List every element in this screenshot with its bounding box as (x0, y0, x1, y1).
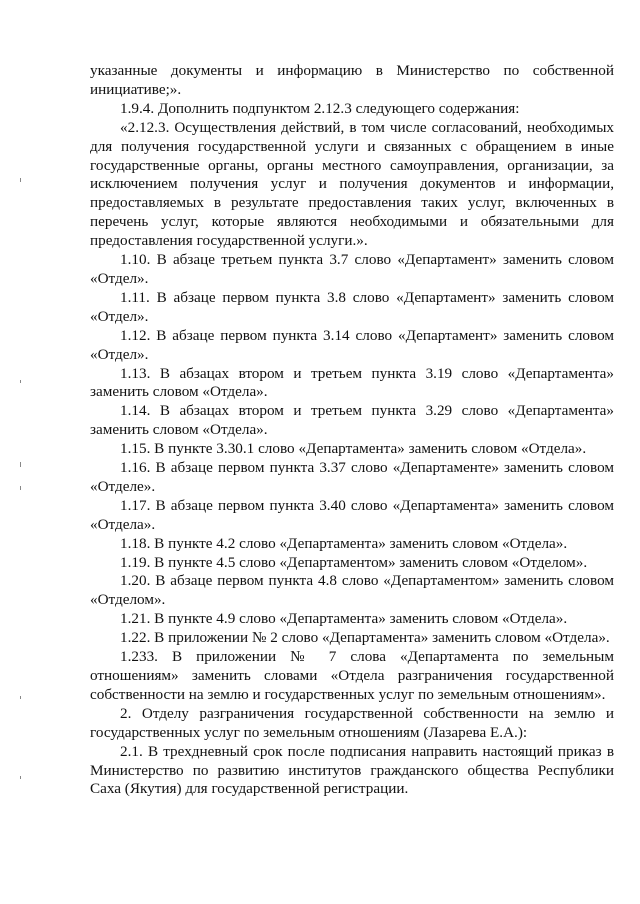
paragraph-1-18: 1.18. В пункте 4.2 слово «Департамента» заменить словом «Отдела». (120, 534, 568, 552)
paragraph-1-13: 1.13. В абзацах втором и третьем пункта 3.19 слово «Департамента» заменить словом «Отдела». (90, 364, 614, 401)
paragraph-1-9-4: 1.9.4. Дополнить подпунктом 2.12.3 следующего содержания: (120, 99, 520, 117)
paragraph-1-19: 1.19. В пункте 4.5 слово «Департаментом» заменить словом «Отделом». (120, 553, 588, 571)
paragraph-1-233: 1.233. В приложении № 7 слова «Департамента по земельным отношениям» заменить словами «Отдела разграничения государственной собственности на землю и государственных услуг по земельным отношениям». (90, 648, 614, 703)
paragraph-1-17: 1.17. В абзаце первом пункта 3.40 слово «Департамента» заменить словом «Отдела». (90, 496, 614, 533)
paragraph-1-12: 1.12. В абзаце первом пункта 3.14 слово «Департамент» заменить словом «Отдел». (90, 326, 614, 363)
paragraph-1-16: 1.16. В абзаце первом пункта 3.37 слово «Департаменте» заменить словом «Отделе». (90, 459, 614, 495)
paragraph-2-1: 2.1. В трехдневный срок после подписания направить настоящий приказ в Министерство по развитию институтов гражданского общества Республики Саха (Якутия) для государственной регистрации. (90, 742, 614, 798)
paragraph-2: 2. Отделу разграничения государственной собственности на землю и государственных услуг по земельным отношениям (Лазарева Е.А.): (90, 704, 614, 741)
paragraph-1-14: 1.14. В абзацах втором и третьем пункта 3.29 слово «Департамента» заменить словом «Отдела». (90, 402, 614, 439)
paragraph-2-12-3: «2.12.3. Осуществления действий, в том числе согласований, необходимых для получения государственной услуги и связанных с обращением в иные государственные органы, органы местного самоуправления, организации, за исключением получения услуг и получения документов и информации, предоставляемых в результате предоставления таких услуг, включенных в перечень услуг, которые являются необходимыми и обязательными для предоставления государственной услуги.». (90, 118, 614, 250)
paragraph-1-11: 1.11. В абзаце первом пункта 3.8 слово «Департамент» заменить словом «Отдел». (90, 288, 614, 325)
paragraph-continuation: указанные документы и информацию в Министерство по собственной инициативе;». (90, 62, 614, 98)
paragraph-1-20: 1.20. В абзаце первом пункта 4.8 слово «Департаментом» заменить словом «Отделом». (90, 572, 614, 609)
paragraph-1-15: 1.15. В пункте 3.30.1 слово «Департамента» заменить словом «Отдела». (120, 440, 587, 458)
document-body (90, 62, 614, 799)
paragraph-1-10: 1.10. В абзаце третьем пункта 3.7 слово «Департамент» заменить словом «Отдел». (90, 251, 614, 287)
paragraph-1-21: 1.21. В пункте 4.9 слово «Департамента» заменить словом «Отдела». (120, 610, 568, 628)
paragraph-1-22: 1.22. В приложении № 2 слово «Департамента» заменить словом «Отдела». (120, 629, 610, 647)
